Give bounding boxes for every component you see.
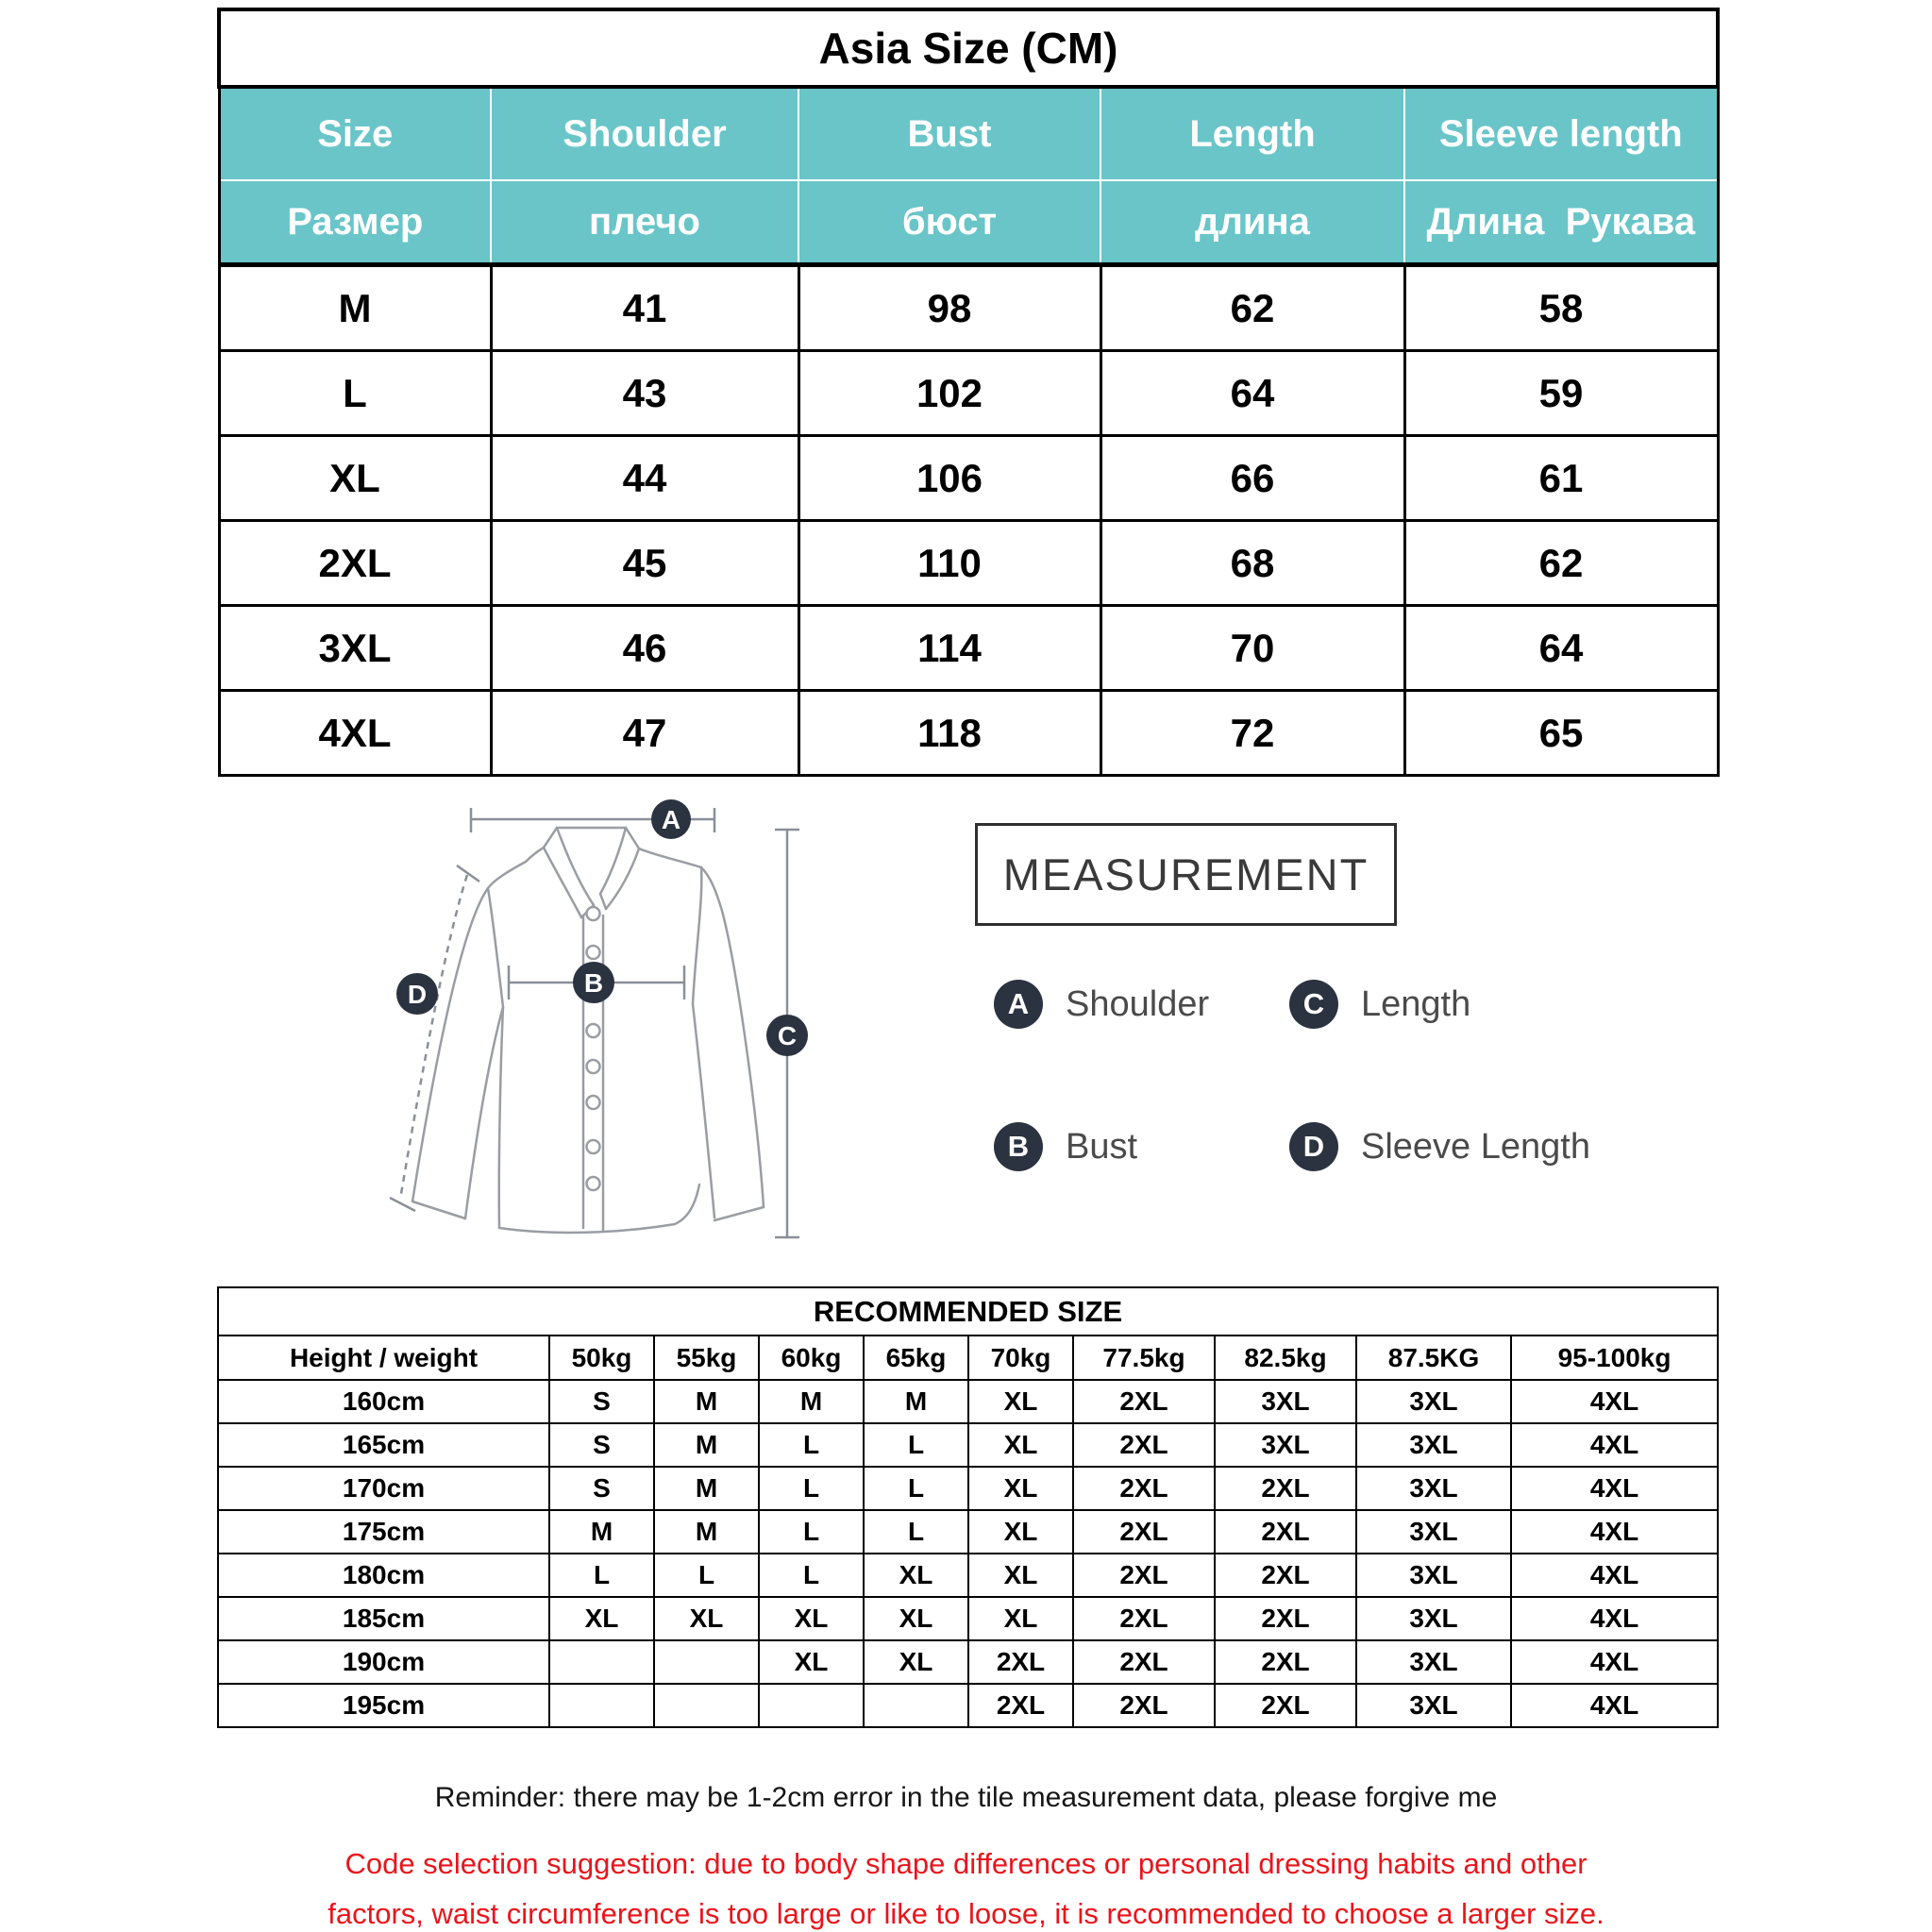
rec-size-cell: L [864,1423,968,1467]
rec-header-cell: 87.5KG [1356,1336,1511,1380]
rec-height-cell: 175cm [218,1510,549,1554]
rec-row [218,1423,1718,1467]
badge-a-letter: A [661,805,681,834]
rec-size-cell: 4XL [1511,1684,1718,1727]
rec-size-cell: 2XL [1073,1380,1215,1423]
reminder-note: Reminder: there may be 1-2cm error in the tile measurement data, please forgive me [434,1782,1498,1813]
rec-size-cell: M [549,1510,654,1554]
asia-value-cell: 45 [491,521,798,606]
rec-size-cell: 3XL [1356,1510,1511,1554]
rec-title-row [218,1287,1718,1336]
rec-header-cell: 95-100kg [1511,1336,1718,1380]
asia-value-cell: 72 [1100,691,1404,776]
asia-row [219,606,1718,691]
asia-value-cell: 64 [1404,606,1718,691]
rec-size-cell: L [759,1510,864,1554]
asia-row [219,265,1718,351]
rec-row [218,1380,1718,1423]
rec-size-cell: 3XL [1356,1640,1511,1684]
suggestion-line-2: factors, waist circumference is too large or like to loose, it is recommended to choose a larger size. [328,1897,1604,1931]
rec-size-cell: 4XL [1511,1380,1718,1423]
rec-size-cell: L [759,1554,864,1597]
asia-value-cell: 43 [491,351,798,436]
measurement-lines [390,808,799,1237]
rec-size-cell: XL [759,1640,864,1684]
asia-value-cell: 58 [1404,265,1718,351]
legend-item-b [994,1122,1137,1171]
rec-size-cell: 2XL [1215,1640,1356,1684]
rec-size-cell: XL [864,1597,968,1640]
rec-size-cell: XL [968,1423,1073,1467]
rec-size-cell: 2XL [1073,1597,1215,1640]
shirt-measurement-diagram [363,788,864,1279]
rec-size-cell: 2XL [1215,1554,1356,1597]
rec-size-cell [759,1684,864,1727]
asia-header-cell-ru: плечо [491,180,798,265]
rec-row [218,1467,1718,1510]
rec-size-cell: 3XL [1356,1597,1511,1640]
rec-size-cell: XL [864,1640,968,1684]
badge-c-letter: C [777,1021,798,1050]
rec-size-cell: 3XL [1356,1684,1511,1727]
asia-value-cell: 46 [491,606,798,691]
asia-value-cell: 114 [798,606,1100,691]
rec-size-cell: S [549,1467,654,1510]
rec-size-cell: 3XL [1356,1554,1511,1597]
recommended-size-table [217,1286,1719,1728]
badge-d-letter: D [407,980,428,1009]
shirt-outline [412,828,764,1233]
rec-size-cell: M [654,1467,759,1510]
asia-value-cell: 68 [1100,521,1404,606]
rec-size-cell: 2XL [1073,1640,1215,1684]
asia-value-cell: 102 [798,351,1100,436]
asia-value-cell: 66 [1100,436,1404,521]
rec-size-cell: XL [968,1380,1073,1423]
asia-value-cell: 61 [1404,436,1718,521]
asia-value-cell: 98 [798,265,1100,351]
rec-table-title: RECOMMENDED SIZE [218,1287,1718,1336]
asia-header-cell-en: Size [219,87,491,180]
legend-item-label: Shoulder [1066,983,1210,1024]
rec-size-cell: 2XL [1073,1684,1215,1727]
rec-size-cell: 3XL [1356,1423,1511,1467]
asia-header-cell-ru: Длина Рукава [1404,180,1718,265]
legend-item-a [994,980,1209,1029]
rec-height-cell: 160cm [218,1380,549,1423]
legend-item-label: Bust [1066,1126,1138,1167]
rec-size-cell: 2XL [968,1640,1073,1684]
rec-size-cell: XL [968,1510,1073,1554]
suggestion-line-1: Code selection suggestion: due to body shape differences or personal dressing habits and other [344,1847,1588,1880]
rec-size-cell [549,1640,654,1684]
legend-badge-a-icon: A [994,980,1043,1029]
rec-header-row [218,1336,1718,1380]
rec-height-cell: 190cm [218,1640,549,1684]
rec-size-cell: 3XL [1215,1423,1356,1467]
rec-size-cell: 4XL [1511,1510,1718,1554]
rec-header-cell: Height / weight [218,1336,549,1380]
rec-size-cell: 4XL [1511,1554,1718,1597]
asia-header-cell-en: Bust [798,87,1100,180]
rec-height-cell: 180cm [218,1554,549,1597]
rec-row [218,1640,1718,1684]
asia-header-cell-ru: Размер [219,180,491,265]
rec-header-cell: 60kg [759,1336,864,1380]
asia-row [219,521,1718,606]
rec-header-cell: 70kg [968,1336,1073,1380]
rec-size-cell: L [549,1554,654,1597]
rec-size-cell: L [759,1423,864,1467]
rec-height-cell: 185cm [218,1597,549,1640]
legend-badge-b-icon: B [994,1122,1043,1171]
rec-height-cell: 170cm [218,1467,549,1510]
rec-header-cell: 65kg [864,1336,968,1380]
legend-item-c [1289,980,1470,1029]
rec-row [218,1510,1718,1554]
rec-size-cell: 2XL [1215,1510,1356,1554]
rec-header-cell: 77.5kg [1073,1336,1215,1380]
asia-header-row-ru [219,180,1718,265]
rec-size-cell: XL [549,1597,654,1640]
asia-size-cell: 2XL [219,521,491,606]
asia-size-cell: 3XL [219,606,491,691]
asia-size-cell: XL [219,436,491,521]
sleeve-line-d [401,875,467,1194]
rec-height-cell: 165cm [218,1423,549,1467]
asia-header-cell-en: Length [1100,87,1404,180]
rec-size-cell: 2XL [1215,1597,1356,1640]
asia-size-table [217,8,1720,777]
asia-value-cell: 47 [491,691,798,776]
rec-size-cell: S [549,1423,654,1467]
rec-height-cell: 195cm [218,1684,549,1727]
badge-b-letter: B [583,968,604,998]
rec-size-cell: 3XL [1356,1467,1511,1510]
rec-size-cell: 4XL [1511,1640,1718,1684]
rec-size-cell [654,1684,759,1727]
rec-size-cell: 2XL [1073,1510,1215,1554]
rec-size-cell: 4XL [1511,1597,1718,1640]
rec-size-cell [654,1640,759,1684]
rec-size-cell: M [864,1380,968,1423]
asia-table-title: Asia Size (CM) [219,9,1718,87]
legend-badge-d-icon: D [1289,1122,1338,1171]
rec-size-cell: L [864,1510,968,1554]
rec-size-cell: XL [864,1554,968,1597]
rec-size-cell: 2XL [1073,1423,1215,1467]
rec-size-cell: 3XL [1356,1380,1511,1423]
rec-row [218,1554,1718,1597]
asia-value-cell: 44 [491,436,798,521]
rec-header-cell: 55kg [654,1336,759,1380]
rec-size-cell: L [654,1554,759,1597]
rec-size-cell: XL [759,1597,864,1640]
asia-value-cell: 65 [1404,691,1718,776]
asia-row [219,436,1718,521]
legend-item-d [1289,1122,1590,1171]
asia-size-cell: 4XL [219,691,491,776]
rec-size-cell: 2XL [1215,1684,1356,1727]
asia-value-cell: 106 [798,436,1100,521]
rec-size-cell: XL [968,1467,1073,1510]
asia-value-cell: 62 [1100,265,1404,351]
asia-value-cell: 62 [1404,521,1718,606]
rec-size-cell: L [864,1467,968,1510]
asia-header-cell-ru: длина [1100,180,1404,265]
legend-item-label: Sleeve Length [1361,1126,1590,1167]
asia-value-cell: 59 [1404,351,1718,436]
rec-size-cell: M [654,1423,759,1467]
rec-size-cell [549,1684,654,1727]
asia-row [219,351,1718,436]
rec-size-cell: 2XL [1215,1467,1356,1510]
size-suggestion-note [0,1839,1932,1932]
legend-item-label: Length [1361,983,1471,1024]
rec-size-cell: 4XL [1511,1423,1718,1467]
rec-header-cell: 82.5kg [1215,1336,1356,1380]
rec-size-cell: 2XL [968,1684,1073,1727]
asia-header-row-en [219,87,1718,180]
asia-value-cell: 41 [491,265,798,351]
asia-value-cell: 118 [798,691,1100,776]
rec-row [218,1684,1718,1727]
rec-size-cell: M [759,1380,864,1423]
rec-size-cell: M [654,1510,759,1554]
rec-size-cell: XL [968,1554,1073,1597]
rec-size-cell: XL [968,1597,1073,1640]
asia-size-cell: L [219,351,491,436]
rec-size-cell [864,1684,968,1727]
rec-size-cell: 4XL [1511,1467,1718,1510]
rec-size-cell: M [654,1380,759,1423]
asia-value-cell: 70 [1100,606,1404,691]
asia-size-cell: M [219,265,491,351]
asia-header-cell-en: Shoulder [491,87,798,180]
rec-header-cell: 50kg [549,1336,654,1380]
rec-size-cell: S [549,1380,654,1423]
asia-title-row [219,9,1718,87]
asia-value-cell: 110 [798,521,1100,606]
legend-badge-c-icon: C [1289,980,1338,1029]
asia-header-cell-en: Sleeve length [1404,87,1718,180]
asia-header-cell-ru: бюст [798,180,1100,265]
rec-size-cell: 2XL [1073,1554,1215,1597]
rec-size-cell: L [759,1467,864,1510]
rec-size-cell: 3XL [1215,1380,1356,1423]
rec-size-cell: XL [654,1597,759,1640]
measurement-legend-title: MEASUREMENT [975,823,1397,926]
asia-value-cell: 64 [1100,351,1404,436]
rec-row [218,1597,1718,1640]
rec-size-cell: 2XL [1073,1467,1215,1510]
asia-row [219,691,1718,776]
